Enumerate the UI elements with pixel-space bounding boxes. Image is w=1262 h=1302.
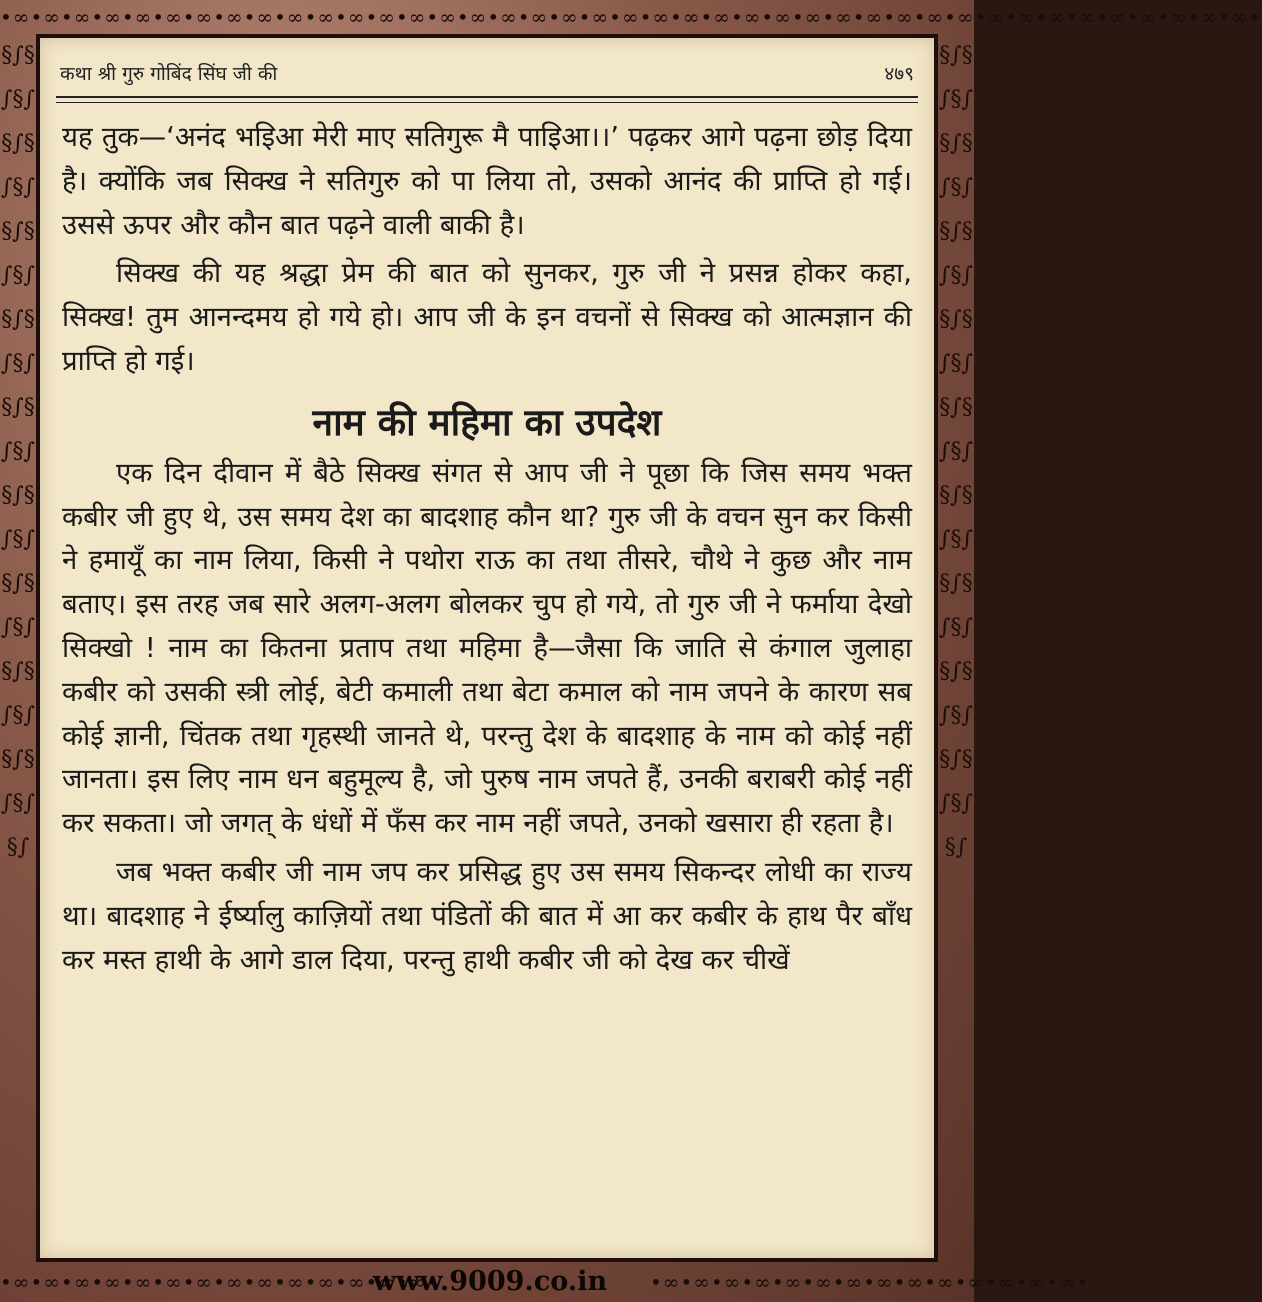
page-number: ४७९: [884, 63, 914, 85]
paragraph-4: जब भक्त कबीर जी नाम जप कर प्रसिद्ध हुए उस समय सिकन्दर लोधी का राज्य था। बादशाह ने ईर्ष्यालु काज़ियों तथा पंडितों की बात में आ कर कबीर के हाथ पैर बाँध कर मस्त हाथी के आगे डाल दिया, परन्तु हाथी कबीर जी को देख कर चीखें: [62, 855, 912, 976]
header-rule-thin: [56, 102, 918, 103]
body-text: [62, 116, 912, 982]
section-heading: नाम की महिमा का उपदेश: [312, 400, 662, 444]
left-border-ornament: §∫§∫§∫§∫§∫§∫§∫§∫§∫§∫§∫§∫§∫§∫§∫§∫§∫§∫§∫§∫§∫§∫§∫§∫§∫§∫§∫§∫: [1, 43, 35, 860]
paragraph-2: सिक्ख की यह श्रद्धा प्रेम की बात को सुनकर, गुरु जी ने प्रसन्न होकर कहा, सिक्ख! तुम आनन्दमय हो गये हो। आप जी के इन वचनों से सिक्ख को आत्मज्ञान की प्राप्ति हो गई।: [62, 257, 912, 377]
paragraph-3: एक दिन दीवान में बैठे सिक्ख संगत से आप जी ने पूछा कि जिस समय भक्त कबीर जी हुए थे, उस समय देश का बादशाह कौन था? गुरु जी के वचन सुन कर किसी ने हमायूँ का नाम लिया, किसी ने पथोरा राऊ का तथा तीसरे, चौथे ने कुछ और नाम बताए। इस तरह जब सारे अलग-अलग बोलकर चुप हो गये, तो गुरु जी ने फर्माया देखो सिक्खो ! नाम का कितना प्रताप तथा महिमा है—जैसा कि जाति से कंगाल जुलाहा कबीर को उसकी स्त्री लोई, बेटी कमाली तथा बेटा कमाल को नाम जपने के कारण सब कोई ज्ञानी, चिंतक तथा गृहस्थी जानते थे, परन्तु देश के बादशाह के नाम को कोई नहीं जानता। इस लिए नाम धन बहुमूल्य है, जो पुरुष नाम जपते हैं, उनकी बराबरी कोई नहीं कर सकता। जो जगत् के धंधों में फँस कर नाम नहीं जपते, उनको खसारा ही रहता है।: [62, 456, 912, 840]
bottom-left-border-ornament: •∞•∞•∞•∞•∞•∞•∞•∞•∞•∞•∞•∞•∞•∞•: [0, 1270, 440, 1294]
running-title: कथा श्री गुरु गोबिंद सिंघ जी की: [60, 63, 278, 85]
website-link[interactable]: www.9009.co.in: [372, 1266, 608, 1297]
book-page: [36, 34, 938, 1262]
bottom-right-border-ornament: •∞•∞•∞•∞•∞•∞•∞•∞•∞•∞•∞•∞•∞•∞•: [650, 1270, 1090, 1294]
right-border-ornament: §∫§∫§∫§∫§∫§∫§∫§∫§∫§∫§∫§∫§∫§∫§∫§∫§∫§∫§∫§∫§∫§∫§∫§∫§∫§∫§∫§∫: [939, 43, 973, 860]
top-border-ornament: •∞•∞•∞•∞•∞•∞•∞•∞•∞•∞•∞•∞•∞•∞•∞•∞•∞•∞•∞•∞•∞•∞•∞•∞•∞•∞•∞•∞•∞•∞•∞•∞•∞•∞•∞•∞•∞•∞•∞•∞•∞•: [0, 5, 1262, 29]
header-rule-thick: [56, 96, 918, 98]
paragraph-1: यह तुक—‘अनंद भइिआ मेरी माए सतिगुरू मै पाइिआ।।’ पढ़कर आगे पढ़ना छोड़ दिया है। क्योंकि जब सिक्ख ने सतिगुरु को पा लिया तो, उसको आनंद की प्राप्ति हो गई। उससे ऊपर और कौन बात पढ़ने वाली बाकी है।: [62, 121, 912, 241]
running-header: [60, 54, 914, 88]
